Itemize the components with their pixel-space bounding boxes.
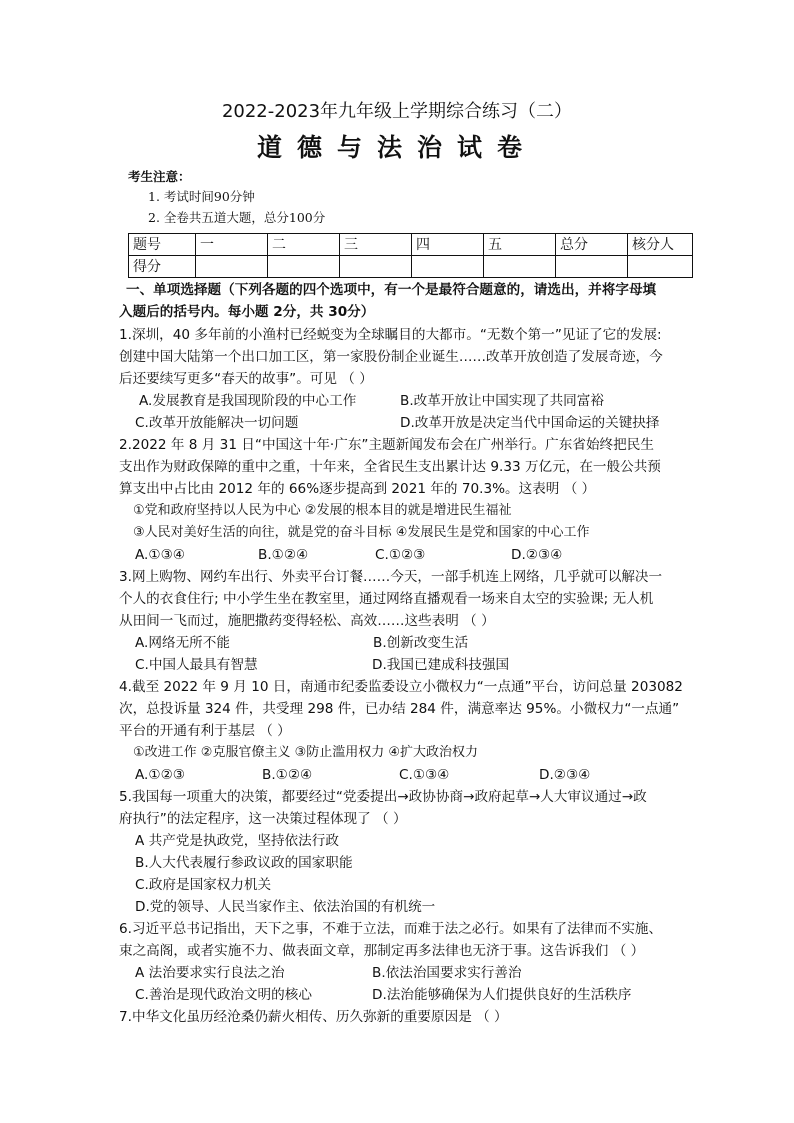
question-3-option-c: C.中国人最具有智慧 (135, 657, 258, 673)
score-header-cell: 题号 (129, 234, 196, 256)
question-5-option-a: A 共产党是执政党，坚持依法行政 (135, 833, 339, 849)
section1-heading-cont: 入题后的括号内。每小题 2分，共 30分） (119, 304, 375, 320)
question-3-text: 个人的衣食住行; 中小学生坐在教室里，通过网络直播观看一场来自太空的实验课; 无人机 (119, 591, 654, 607)
score-header-cell: 四 (412, 234, 484, 256)
score-header-cell: 一 (196, 234, 268, 256)
question-5-option-d: D.党的领导、人民当家作主、依法治国的有机统一 (135, 899, 436, 915)
question-4-option-d: D.②③④ (539, 767, 591, 783)
question-4-option-a: A.①②③ (135, 767, 185, 783)
score-cell (268, 256, 340, 278)
question-4-option-c: C.①③④ (399, 767, 450, 783)
score-table (128, 233, 693, 278)
question-2-option-c: C.①②③ (375, 547, 426, 563)
question-2-option-d: D.②③④ (511, 547, 563, 563)
notice-item: 1. 考试时间90分钟 (148, 189, 255, 204)
question-7-text: 7.中华文化虽历经沧桑仍薪火相传、历久弥新的重要原因是 （ ） (119, 1009, 508, 1025)
question-2-option-b: B.①②④ (258, 547, 309, 563)
score-cell (556, 256, 628, 278)
question-5-text: 5.我国每一项重大的决策，都要经过“党委提出→政协协商→政府起草→人大审议通过→政 (119, 789, 647, 805)
score-header-cell: 二 (268, 234, 340, 256)
question-4-option-b: B.①②④ (262, 767, 313, 783)
question-2-text: 支出作为财政保障的重中之重，十年来，全省民生支出累计达 9.33 万亿元，在一般公共预 (119, 459, 661, 475)
question-2-statement: ①党和政府坚持以人民为中心 ②发展的根本目的就是增进民生福祉 (133, 503, 512, 518)
score-header-cell: 总分 (556, 234, 628, 256)
score-row-label: 得分 (129, 256, 196, 278)
subject-title: 道德与法治试卷 (256, 133, 537, 162)
question-5-option-c: C.政府是国家权力机关 (135, 877, 272, 893)
question-1-text: 创建中国大陆第一个出口加工区，第一家股份制企业诞生……改革开放创造了发展奇迹，今 (119, 349, 663, 365)
question-6-option-a: A 法治要求实行良法之治 (135, 965, 285, 981)
notice-heading: 考生注意： (128, 169, 191, 184)
question-3-option-b: B.创新改变生活 (373, 635, 469, 651)
question-6-text: 束之高阁，或者实施不力、做表面文章，那制定再多法律也无济于事。这告诉我们 （ ） (119, 943, 645, 959)
question-3-text: 从田间一飞而过，施肥撒药变得轻松、高效……这些表明 （ ） (119, 613, 495, 629)
score-table-header-row (129, 234, 693, 256)
question-2-text: 算支出中占比由 2012 年的 66%逐步提高到 2021 年的 70.3%。这表明 （ ） (119, 481, 596, 497)
question-3-option-a: A.网络无所不能 (135, 635, 230, 651)
question-2-text: 2.2022 年 8 月 31 日“中国这十年·广东”主题新闻发布会在广州举行。广东省始终把民生 (119, 437, 654, 453)
score-table-score-row (129, 256, 693, 278)
score-cell (412, 256, 484, 278)
question-4-statement: ①改进工作 ②克服官僚主义 ③防止滥用权力 ④扩大政治权力 (133, 745, 479, 760)
question-5-option-b: B.人大代表履行参政议政的国家职能 (135, 855, 353, 871)
exam-title: 2022-2023年九年级上学期综合练习（二） (221, 101, 573, 122)
score-cell (484, 256, 556, 278)
question-6-option-c: C.善治是现代政治文明的核心 (135, 987, 312, 1003)
question-2-statement: ③人民对美好生活的向往，就是党的奋斗目标 ④发展民生是党和国家的中心工作 (133, 525, 590, 540)
score-cell (628, 256, 693, 278)
score-cell (340, 256, 412, 278)
question-5-text: 府执行”的法定程序，这一决策过程体现了 （ ） (119, 811, 407, 827)
notice-item: 2. 全卷共五道大题，总分100分 (148, 210, 326, 225)
section1-heading: 一、单项选择题（下列各题的四个选项中，有一个是最符合题意的，请选出，并将字母填 (126, 282, 657, 298)
question-3-text: 3.网上购物、网约车出行、外卖平台订餐……今天，一部手机连上网络，几乎就可以解决一 (119, 569, 663, 585)
score-header-cell: 五 (484, 234, 556, 256)
question-4-text: 次，总投诉量 324 件，共受理 298 件，已办结 284 件，满意率达 95%。小微权力“一点通” (119, 701, 680, 717)
question-1-text: 后还要续写更多“春天的故事”。可见 （ ） (119, 371, 373, 387)
question-4-text: 4.截至 2022 年 9 月 10 日，南通市纪委监委设立小微权力“一点通”平台，访问总量 203082 (119, 679, 683, 695)
score-cell (196, 256, 268, 278)
question-2-option-a: A.①③④ (135, 547, 185, 563)
question-6-option-b: B.依法治国要求实行善治 (372, 965, 522, 981)
question-1-option-c: C.改革开放能解决一切问题 (135, 415, 299, 431)
score-header-cell: 三 (340, 234, 412, 256)
question-1-text: 1.深圳，40 多年前的小渔村已经蜕变为全球瞩目的大都市。“无数个第一”见证了它的发展: (119, 327, 662, 343)
question-1-option-b: B.改革开放让中国实现了共同富裕 (400, 393, 604, 409)
question-4-text: 平台的开通有利于基层 （ ） (119, 723, 291, 739)
question-1-option-a: A.发展教育是我国现阶段的中心工作 (139, 393, 357, 409)
question-6-text: 6.习近平总书记指出，天下之事，不难于立法，而难于法之必行。如果有了法律而不实施、 (119, 921, 663, 937)
score-header-cell: 核分人 (628, 234, 693, 256)
question-3-option-d: D.我国已建成科技强国 (372, 657, 510, 673)
question-6-option-d: D.法治能够确保为人们提供良好的生活秩序 (372, 987, 632, 1003)
question-1-option-d: D.改革开放是决定当代中国命运的关键抉择 (400, 415, 660, 431)
